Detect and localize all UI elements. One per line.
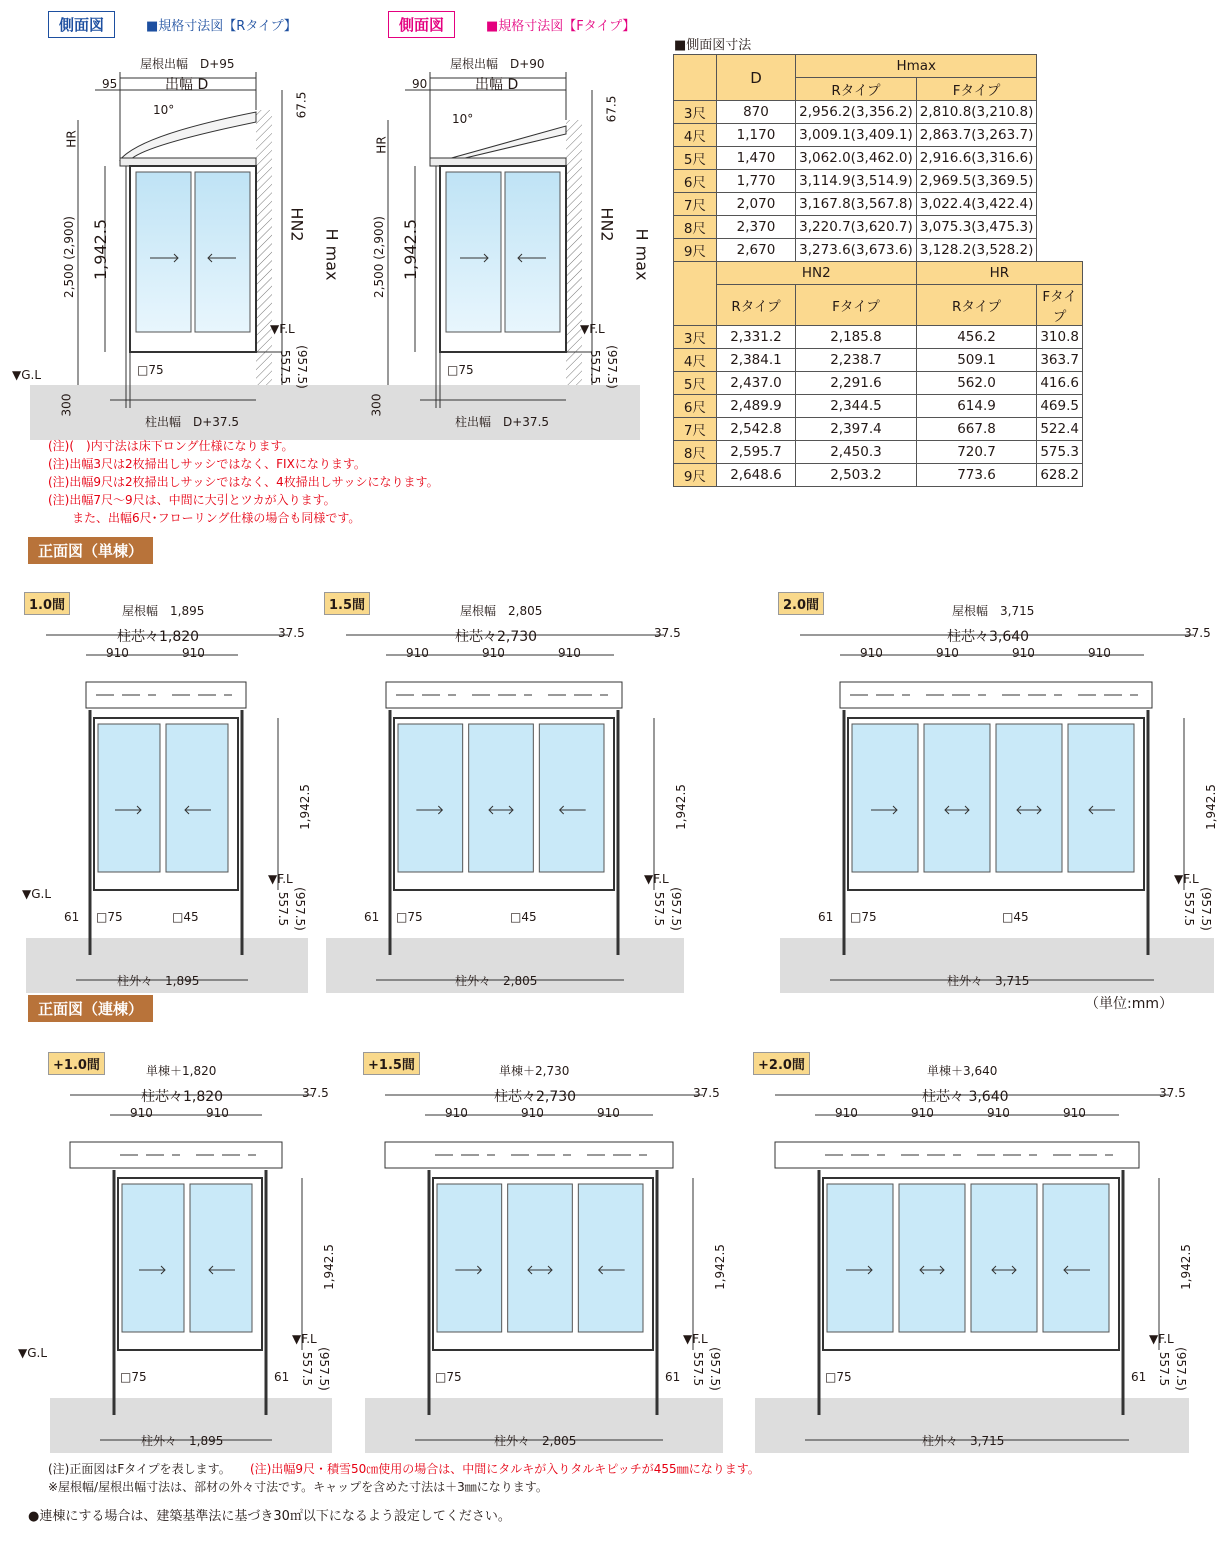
glass-panel [578, 1184, 643, 1332]
side-view-header-f: 側面図 [388, 11, 455, 38]
sub-910-label: 910 [130, 1106, 153, 1120]
fl-label: ▼F.L [292, 1332, 317, 1346]
fl-f: ▼F.L [580, 322, 605, 336]
h1942-label: 1,942.5 [712, 1244, 727, 1290]
bottom-note-d: ●連棟にする場合は、建築基準法に基づき30㎡以下になるよう設定してください。 [28, 1509, 511, 1524]
sub-910-label: 910 [1063, 1106, 1086, 1120]
post-width-label: 柱外々 2,805 [455, 974, 538, 988]
post-width-label: 柱外々 3,715 [922, 1434, 1005, 1448]
gl-r: ▼G.L [12, 368, 42, 382]
center-label: 柱芯々1,820 [141, 1089, 224, 1105]
fl-r: ▼F.L [270, 322, 295, 336]
roof-width-r: 屋根出幅 D+95 [140, 57, 235, 71]
s61-label: 61 [274, 1370, 290, 1384]
note-line: (注)( )内寸法は床下ロング仕様になります。 [48, 439, 294, 453]
h300-f: 300 [369, 393, 384, 417]
glass-panel [827, 1184, 893, 1332]
table1-row: 8尺 2,370 3,220.7(3,620.7) 3,075.3(3,475.3) [674, 216, 1083, 239]
side-view-sub-r: ■規格寸法図【Rタイプ】 [146, 19, 297, 34]
h9575-f: (957.5) [604, 345, 619, 389]
glass-right [195, 172, 250, 332]
table2-row: 9尺 2,648.6 2,503.2 773.6 628.2 [674, 464, 1083, 487]
h1942-label: 1,942.5 [321, 1244, 336, 1290]
sub-910-label: 910 [987, 1106, 1010, 1120]
glass-panel [98, 724, 160, 872]
center-label: 柱芯々3,640 [947, 629, 1030, 645]
roof-width-label: 単棟＋3,640 [927, 1064, 998, 1078]
h5575-r: 557.5 [278, 349, 293, 385]
post-width-label: 柱外々 1,895 [141, 1434, 224, 1448]
sub-910-label: 910 [482, 646, 505, 660]
glass-panel [539, 724, 604, 872]
h5575-label: 557.5 [1157, 1351, 1172, 1387]
s75-label: □75 [120, 1370, 147, 1384]
h5575-label: 557.5 [300, 1351, 315, 1387]
gl-label-multi: ▼G.L [18, 1346, 48, 1360]
s75-label: □75 [850, 910, 877, 924]
l95: 95 [102, 77, 118, 91]
sub-910-label: 910 [406, 646, 429, 660]
s61-label: 61 [64, 910, 80, 924]
post-width-label: 柱外々 1,895 [117, 974, 200, 988]
h9575-label: (957.5) [668, 887, 683, 931]
table2-row: 6尺 2,489.9 2,344.5 614.9 469.5 [674, 395, 1083, 418]
gl-label-single: ▼G.L [22, 887, 52, 901]
glass-panel [166, 724, 228, 872]
h300-r: 300 [59, 393, 74, 417]
note-line: また、出幅6尺･フローリング仕様の場合も同様です。 [48, 511, 361, 525]
sub-910-label: 910 [835, 1106, 858, 1120]
side-37-label: 37.5 [278, 626, 305, 640]
sub-910-label: 910 [182, 646, 205, 660]
table1-row: 6尺 1,770 3,114.9(3,514.9) 2,969.5(3,369.5) [674, 170, 1083, 193]
table2-row: 7尺 2,542.8 2,397.4 667.8 522.4 [674, 418, 1083, 441]
fl-label: ▼F.L [268, 872, 293, 886]
table2-row: 3尺 2,331.2 2,185.8 456.2 310.8 [674, 326, 1083, 349]
d-r: 出幅 D [165, 77, 209, 93]
h9575-label: (957.5) [316, 1347, 331, 1391]
front-tag: +2.0間 [753, 1052, 810, 1075]
table2-row: 4尺 2,384.1 2,238.7 509.1 363.7 [674, 349, 1083, 372]
glass-panel [190, 1184, 252, 1332]
front-view-drawings [0, 560, 1206, 1440]
post-width-label: 柱外々 2,805 [494, 1434, 577, 1448]
sub-910-label: 910 [936, 646, 959, 660]
sub-910-label: 910 [558, 646, 581, 660]
s61-label: 61 [1131, 1370, 1147, 1384]
roof-width-label: 屋根幅 2,805 [460, 604, 543, 618]
roof-width-f: 屋根出幅 D+90 [450, 57, 545, 71]
table2-row: 8尺 2,595.7 2,450.3 720.7 575.3 [674, 441, 1083, 464]
s61-label: 61 [665, 1370, 681, 1384]
roof [120, 112, 256, 160]
s61-label: 61 [364, 910, 380, 924]
glass-panel [924, 724, 990, 872]
h5575-label: 557.5 [1182, 891, 1197, 927]
s45-label: □45 [1002, 910, 1029, 924]
hr-f: HR [374, 136, 389, 154]
glass-panel [437, 1184, 502, 1332]
l90: 90 [412, 77, 428, 91]
glass-panel [122, 1184, 184, 1332]
center-label: 柱芯々 3,640 [922, 1089, 1009, 1105]
unit-label: （単位:mm） [1085, 996, 1173, 1012]
table-title: ■側面図寸法 [674, 38, 752, 53]
note-line: (注)出幅7尺～9尺は、中間に大引とツカが入ります。 [48, 493, 336, 507]
sub-910-label: 910 [860, 646, 883, 660]
note-line: (注)出幅9尺は2枚掃出しサッシではなく、4枚掃出しサッシになります。 [48, 475, 439, 489]
roof-width-label: 屋根幅 3,715 [952, 604, 1035, 618]
side-37-label: 37.5 [302, 1086, 329, 1100]
hn2-f: HN2 [597, 207, 617, 242]
roof-width-label: 単棟＋2,730 [499, 1064, 570, 1078]
sub-910-label: 910 [597, 1106, 620, 1120]
table2-row: 5尺 2,437.0 2,291.6 562.0 416.6 [674, 372, 1083, 395]
glass-panel [852, 724, 918, 872]
side-37-label: 37.5 [1159, 1086, 1186, 1100]
h9575-label: (957.5) [1173, 1347, 1188, 1391]
s75-label: □75 [396, 910, 423, 924]
glass-panel [1068, 724, 1134, 872]
h2500-f: 2,500 (2,900) [371, 216, 386, 298]
sub-910-label: 910 [1088, 646, 1111, 660]
front-tag: +1.0間 [48, 1052, 105, 1075]
side-37-label: 37.5 [693, 1086, 720, 1100]
fl-label: ▼F.L [1174, 872, 1199, 886]
bottom-note-b: (注)出幅9尺・積雪50㎝使用の場合は、中間にタルキが入りタルキピッチが455㎜になります。 [250, 1462, 760, 1476]
center-label: 柱芯々1,820 [117, 629, 200, 645]
h5575-label: 557.5 [691, 1351, 706, 1387]
h5575-label: 557.5 [652, 891, 667, 927]
note-line: (注)出幅3尺は2枚掃出しサッシではなく、FIXになります。 [48, 457, 366, 471]
front-single-title: 正面図（単棟） [28, 537, 153, 564]
glass-left [136, 172, 191, 332]
glass-panel [899, 1184, 965, 1332]
d-f: 出幅 D [475, 77, 519, 93]
h1942-label: 1,942.5 [297, 784, 312, 830]
h1942-label: 1,942.5 [1178, 1244, 1193, 1290]
post-f: 柱出幅 D+37.5 [455, 415, 550, 429]
angle-f: 10° [452, 112, 474, 126]
table1-row: 5尺 1,470 3,062.0(3,462.0) 2,916.6(3,316.6) [674, 147, 1083, 170]
sub-910-label: 910 [521, 1106, 544, 1120]
side-37-label: 37.5 [1184, 626, 1211, 640]
s75-r: □75 [137, 363, 164, 377]
sub-910-label: 910 [206, 1106, 229, 1120]
front-multi-title: 正面図（連棟） [28, 995, 153, 1022]
h9575-label: (957.5) [292, 887, 307, 931]
center-label: 柱芯々2,730 [455, 629, 538, 645]
sub-910-label: 910 [911, 1106, 934, 1120]
post-width-label: 柱外々 3,715 [947, 974, 1030, 988]
table1-row: 7尺 2,070 3,167.8(3,567.8) 3,022.4(3,422.4) [674, 193, 1083, 216]
side-37-label: 37.5 [654, 626, 681, 640]
h5575-f: 557.5 [588, 349, 603, 385]
s75-label: □75 [96, 910, 123, 924]
hmax-f: H max [632, 228, 652, 281]
front-tag: +1.5間 [363, 1052, 420, 1075]
s61-label: 61 [818, 910, 834, 924]
sub-910-label: 910 [1012, 646, 1035, 660]
front-tag: 1.0間 [24, 592, 70, 615]
roof-width-label: 屋根幅 1,895 [122, 604, 205, 618]
side-view-header-r: 側面図 [48, 11, 115, 38]
s45-label: □45 [172, 910, 199, 924]
fl-label: ▼F.L [644, 872, 669, 886]
table1-row: 4尺 1,170 3,009.1(3,409.1) 2,863.7(3,263.7) [674, 124, 1083, 147]
h9575-label: (957.5) [1198, 887, 1213, 931]
side-view-sub-f: ■規格寸法図【Fタイプ】 [486, 19, 636, 34]
post-r: 柱出幅 D+37.5 [145, 415, 240, 429]
wall [256, 110, 272, 385]
sub-910-label: 910 [106, 646, 129, 660]
front-tag: 2.0間 [778, 592, 824, 615]
side-dim-table: D Hmax Rタイプ Fタイプ 3尺 870 2,956.2(3,356.2) 2,810.8(3,210.8) 4尺 1,170 3,009.1(3,409.1) 2,863.7(3,263.7) 5尺 1,470 3,062.0(3,462.0) 2,916.6(3,316.6) 6尺 1,770 3,114.9(3,514.9) 2,969.5(3,369.5) 7尺 2,070 3,167.8(3,567.8) 3,022.4(3,422.4) 8尺 2,370 3,220.7(3,620.7) 3,075.3(3,475.3) 9尺 2,670 3,273.6(3,673.6) 3,128.2(3,528.2) HN2 HR Rタイプ Fタイプ Rタイプ Fタイプ 3尺 2,331.2 2,185.8 456.2 310.8 4尺 2,384.1 2,238.7 509.1 363.7 5尺 2,437.0 2,291.6 562.0 416.6 6尺 2,489.9 2,344.5 614.9 469.5 7尺 2,542.8 2,397.4 667.8 522.4 8尺 2,595.7 2,450.3 720.7 575.3 9尺 2,648.6 2,503.2 773.6 628.2 [673, 54, 1083, 487]
h5575-label: 557.5 [276, 891, 291, 927]
s75-f: □75 [447, 363, 474, 377]
side-notes [48, 437, 439, 527]
h1942-label: 1,942.5 [673, 784, 688, 830]
table1-row: 9尺 2,670 3,273.6(3,673.6) 3,128.2(3,528.2) [674, 239, 1083, 262]
h1942-label: 1,942.5 [1203, 784, 1218, 830]
h1942-f: 1,942.5 [401, 218, 421, 281]
center-label: 柱芯々2,730 [494, 1089, 577, 1105]
glass-panel [1043, 1184, 1109, 1332]
bottom-note-c: ※屋根幅/屋根出幅寸法は、部材の外々寸法です。キャップを含めた寸法は＋3㎜になります。 [48, 1480, 548, 1494]
h9575-r: (957.5) [294, 345, 309, 389]
h9575-label: (957.5) [707, 1347, 722, 1391]
s75-label: □75 [435, 1370, 462, 1384]
angle-r: 10° [153, 103, 175, 117]
glass-panel [398, 724, 463, 872]
glass-panel [469, 724, 534, 872]
fl-label: ▼F.L [683, 1332, 708, 1346]
s45-label: □45 [510, 910, 537, 924]
table1-row: 3尺 870 2,956.2(3,356.2) 2,810.8(3,210.8) [674, 101, 1083, 124]
glass-panel [971, 1184, 1037, 1332]
h675-r: 67.5 [294, 91, 309, 119]
glass-panel [508, 1184, 573, 1332]
front-tag: 1.5間 [324, 592, 370, 615]
hn2-r: HN2 [287, 207, 307, 242]
sub-910-label: 910 [445, 1106, 468, 1120]
hmax-r: H max [322, 228, 342, 281]
bottom-note-a: (注)正面図はFタイプを表します。 [48, 1462, 231, 1476]
s75-label: □75 [825, 1370, 852, 1384]
h2500-r: 2,500 (2,900) [61, 216, 76, 298]
roof-width-label: 単棟＋1,820 [146, 1064, 217, 1078]
glass-panel [996, 724, 1062, 872]
hr-r: HR [64, 130, 79, 148]
h675-f: 67.5 [604, 95, 619, 123]
h1942-r: 1,942.5 [91, 218, 111, 281]
fl-label: ▼F.L [1149, 1332, 1174, 1346]
